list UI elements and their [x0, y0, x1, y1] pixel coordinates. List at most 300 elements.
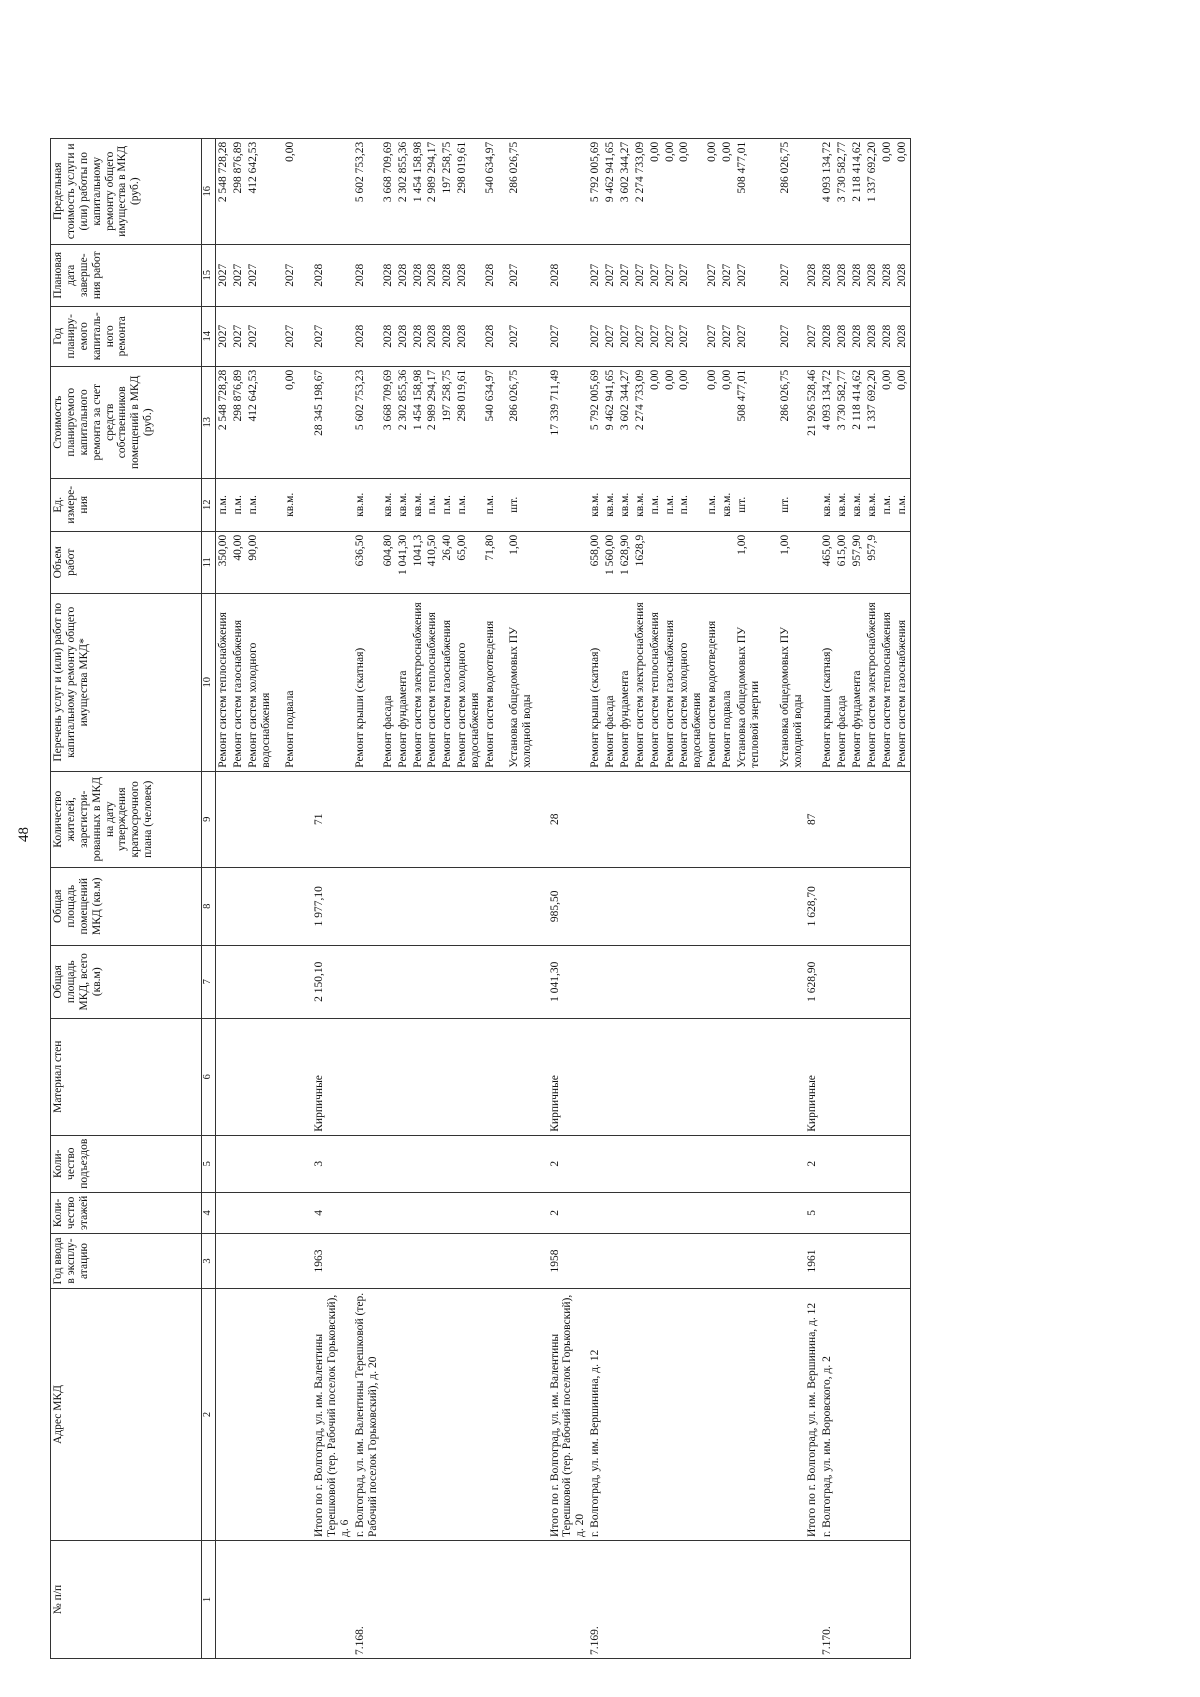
repair-cost: 2 548 728,28 [216, 366, 231, 478]
commission-year [880, 1234, 895, 1289]
repair-year: 2028 [835, 306, 850, 366]
max-cost [297, 138, 353, 244]
residents-count [720, 771, 735, 867]
wall-material [677, 1018, 705, 1135]
wall-material [246, 1018, 274, 1135]
entrances-count [455, 1135, 483, 1192]
unit: шт. [498, 478, 535, 531]
repair-cost: 286 026,75 [763, 366, 806, 478]
table-row [297, 138, 353, 1658]
header-cell: Стоимость планируемого капитального ремонта за счет средств собственников помещений в МКД (руб.) [51, 366, 202, 478]
repair-cost: 0,00 [663, 366, 678, 478]
premises-area [603, 867, 618, 945]
unit: кв.м. [865, 478, 880, 531]
table-row [381, 138, 396, 1658]
unit: п.м. [216, 478, 231, 531]
commission-year [835, 1234, 850, 1289]
commission-year: 1958 [535, 1234, 589, 1289]
row-number [425, 1541, 440, 1659]
repair-year: 2028 [865, 306, 880, 366]
table-row [633, 138, 648, 1658]
total-area [763, 945, 806, 1018]
entrances-count [677, 1135, 705, 1192]
table-row [483, 138, 498, 1658]
row-number [440, 1541, 455, 1659]
entrances-count [440, 1135, 455, 1192]
work-type: Ремонт фундамента [618, 593, 633, 771]
total-area [425, 945, 440, 1018]
repair-cost: 5 792 005,69 [588, 366, 603, 478]
max-cost: 3 730 582,77 [835, 138, 850, 244]
repair-cost: 2 302 855,36 [396, 366, 411, 478]
table-row [246, 138, 274, 1658]
address-cell [231, 1289, 246, 1541]
max-cost: 3 602 344,27 [618, 138, 633, 244]
unit: шт. [763, 478, 806, 531]
max-cost: 0,00 [720, 138, 735, 244]
premises-area [850, 867, 865, 945]
premises-area [483, 867, 498, 945]
entrances-count [735, 1135, 763, 1192]
max-cost: 540 634,97 [483, 138, 498, 244]
premises-area [880, 867, 895, 945]
total-area [720, 945, 735, 1018]
address-cell [880, 1289, 895, 1541]
unit: кв.м. [850, 478, 865, 531]
premises-area [648, 867, 663, 945]
wall-material [231, 1018, 246, 1135]
commission-year: 1961 [805, 1234, 820, 1289]
residents-count [648, 771, 663, 867]
entrances-count [483, 1135, 498, 1192]
completion-date: 2027 [246, 244, 274, 306]
completion-date: 2028 [425, 244, 440, 306]
completion-date: 2027 [735, 244, 763, 306]
max-cost [535, 138, 589, 244]
residents-count [705, 771, 720, 867]
total-area [483, 945, 498, 1018]
completion-date: 2028 [483, 244, 498, 306]
residents-count [588, 771, 603, 867]
work-type [805, 593, 820, 771]
wall-material [663, 1018, 678, 1135]
header-cell: Плановая дата заверше-ния работ [51, 244, 202, 306]
residents-count [440, 771, 455, 867]
work-type: Ремонт систем электроснабжения [865, 593, 880, 771]
table-row [535, 138, 589, 1658]
wall-material [895, 1018, 910, 1135]
premises-area: 1 977,10 [297, 867, 353, 945]
work-type: Ремонт фасада [381, 593, 396, 771]
entrances-count: 2 [535, 1135, 589, 1192]
repair-cost: 17 339 711,49 [535, 366, 589, 478]
wall-material [720, 1018, 735, 1135]
wall-material [705, 1018, 720, 1135]
max-cost: 508 477,01 [735, 138, 763, 244]
unit: п.м. [705, 478, 720, 531]
work-volume: 1041,3 [411, 531, 426, 593]
total-area [455, 945, 483, 1018]
address-cell: г. Волгоград, ул. им. Вершинина, д. 12 [588, 1289, 603, 1541]
completion-date: 2027 [274, 244, 298, 306]
work-type: Установка общедомовых ПУ тепловой энергии [735, 593, 763, 771]
unit: шт. [735, 478, 763, 531]
wall-material [633, 1018, 648, 1135]
total-area [648, 945, 663, 1018]
commission-year [720, 1234, 735, 1289]
address-cell [633, 1289, 648, 1541]
column-number: 1 [202, 1541, 216, 1659]
repair-year: 2027 [720, 306, 735, 366]
premises-area [216, 867, 231, 945]
commission-year [865, 1234, 880, 1289]
wall-material [763, 1018, 806, 1135]
completion-date: 2028 [411, 244, 426, 306]
max-cost: 5 602 753,23 [353, 138, 381, 244]
wall-material: Кирпичные [297, 1018, 353, 1135]
completion-date: 2028 [835, 244, 850, 306]
table-body [216, 138, 911, 1658]
repair-cost: 2 274 733,09 [633, 366, 648, 478]
address-cell [274, 1289, 298, 1541]
premises-area [246, 867, 274, 945]
work-volume: 957,90 [850, 531, 865, 593]
work-volume: 1628,9 [633, 531, 648, 593]
premises-area [820, 867, 835, 945]
entrances-count [663, 1135, 678, 1192]
address-cell [663, 1289, 678, 1541]
repair-cost: 3 602 344,27 [618, 366, 633, 478]
premises-area [663, 867, 678, 945]
wall-material [216, 1018, 231, 1135]
table-row [705, 138, 720, 1658]
completion-date: 2028 [440, 244, 455, 306]
work-type: Ремонт подвала [720, 593, 735, 771]
row-number: 7.170. [820, 1541, 835, 1659]
entrances-count [396, 1135, 411, 1192]
repair-year: 2028 [880, 306, 895, 366]
premises-area [588, 867, 603, 945]
residents-count [820, 771, 835, 867]
wall-material [440, 1018, 455, 1135]
work-type: Ремонт крыши (скатная) [588, 593, 603, 771]
work-volume: 1 041,30 [396, 531, 411, 593]
floors-count: 4 [297, 1192, 353, 1233]
address-cell [895, 1289, 910, 1541]
total-area [396, 945, 411, 1018]
wall-material: Кирпичные [535, 1018, 589, 1135]
row-number [663, 1541, 678, 1659]
row-number [705, 1541, 720, 1659]
max-cost: 0,00 [880, 138, 895, 244]
residents-count [411, 771, 426, 867]
repair-year: 2027 [735, 306, 763, 366]
total-area [735, 945, 763, 1018]
repair-year: 2027 [677, 306, 705, 366]
repair-cost: 298 019,61 [455, 366, 483, 478]
total-area [677, 945, 705, 1018]
repair-year: 2027 [274, 306, 298, 366]
repair-cost: 0,00 [648, 366, 663, 478]
total-area [498, 945, 535, 1018]
max-cost: 298 876,89 [231, 138, 246, 244]
wall-material [735, 1018, 763, 1135]
completion-date: 2027 [705, 244, 720, 306]
commission-year [603, 1234, 618, 1289]
unit: кв.м. [396, 478, 411, 531]
total-area [820, 945, 835, 1018]
unit: кв.м. [411, 478, 426, 531]
work-volume: 1 628,90 [618, 531, 633, 593]
row-number [396, 1541, 411, 1659]
floors-count [820, 1192, 835, 1233]
work-type: Ремонт систем холодного водоснабжения [677, 593, 705, 771]
repair-cost: 3 730 582,77 [835, 366, 850, 478]
completion-date: 2028 [455, 244, 483, 306]
entrances-count [498, 1135, 535, 1192]
repair-cost: 9 462 941,65 [603, 366, 618, 478]
commission-year [633, 1234, 648, 1289]
wall-material [588, 1018, 603, 1135]
completion-date: 2027 [231, 244, 246, 306]
work-type [535, 593, 589, 771]
floors-count [880, 1192, 895, 1233]
max-cost: 9 462 941,65 [603, 138, 618, 244]
premises-area [411, 867, 426, 945]
row-number: 7.169. [588, 1541, 603, 1659]
premises-area [231, 867, 246, 945]
row-number [865, 1541, 880, 1659]
address-cell: Итого по г. Волгоград, ул. им. Валентины Терешковой (тер. Рабочий поселок Горьковский), д. 6 [297, 1289, 353, 1541]
table-row [805, 138, 820, 1658]
column-number: 6 [202, 1018, 216, 1135]
work-volume: 957,9 [865, 531, 880, 593]
floors-count [274, 1192, 298, 1233]
work-volume [805, 531, 820, 593]
residents-count [677, 771, 705, 867]
total-area [216, 945, 231, 1018]
premises-area [633, 867, 648, 945]
column-number: 9 [202, 771, 216, 867]
header-cell: Общая площадь МКД, всего (кв.м) [51, 945, 202, 1018]
table-row [231, 138, 246, 1658]
total-area [353, 945, 381, 1018]
floors-count [353, 1192, 381, 1233]
residents-count [663, 771, 678, 867]
completion-date: 2028 [535, 244, 589, 306]
wall-material [396, 1018, 411, 1135]
residents-count [246, 771, 274, 867]
premises-area [455, 867, 483, 945]
unit: кв.м. [618, 478, 633, 531]
table-row [425, 138, 440, 1658]
table-row [588, 138, 603, 1658]
table-row [396, 138, 411, 1658]
entrances-count [603, 1135, 618, 1192]
completion-date: 2027 [603, 244, 618, 306]
entrances-count [865, 1135, 880, 1192]
commission-year: 1963 [297, 1234, 353, 1289]
table-row [216, 138, 231, 1658]
repair-year: 2027 [648, 306, 663, 366]
completion-date: 2028 [353, 244, 381, 306]
repair-year: 2027 [705, 306, 720, 366]
work-volume: 658,00 [588, 531, 603, 593]
max-cost: 5 792 005,69 [588, 138, 603, 244]
floors-count [455, 1192, 483, 1233]
table-row [895, 138, 910, 1658]
work-volume: 1,00 [763, 531, 806, 593]
residents-count [216, 771, 231, 867]
work-volume: 1,00 [498, 531, 535, 593]
work-type: Ремонт систем теплоснабжения [216, 593, 231, 771]
header-cell: Объем работ [51, 531, 202, 593]
premises-area [498, 867, 535, 945]
repair-year: 2027 [297, 306, 353, 366]
entrances-count [648, 1135, 663, 1192]
column-number: 16 [202, 138, 216, 244]
floors-count [381, 1192, 396, 1233]
residents-count [880, 771, 895, 867]
repair-year: 2027 [246, 306, 274, 366]
address-cell [498, 1289, 535, 1541]
repair-cost: 2 989 294,17 [425, 366, 440, 478]
max-cost: 2 118 414,62 [850, 138, 865, 244]
work-volume: 350,00 [216, 531, 231, 593]
wall-material [381, 1018, 396, 1135]
header-cell: Количество жителей, зарегистри-рованных в МКД на дату утверждения краткосрочного плана (человек) [51, 771, 202, 867]
table-row [720, 138, 735, 1658]
header-cell: Общая площадь помещений МКД (кв.м) [51, 867, 202, 945]
max-cost: 2 548 728,28 [216, 138, 231, 244]
premises-area [396, 867, 411, 945]
header-cell: Год ввода в эксплу-атацию [51, 1234, 202, 1289]
max-cost: 4 093 134,72 [820, 138, 835, 244]
wall-material [603, 1018, 618, 1135]
unit [535, 478, 589, 531]
completion-date: 2028 [805, 244, 820, 306]
repair-cost: 4 093 134,72 [820, 366, 835, 478]
header-row [51, 138, 202, 1658]
row-number [850, 1541, 865, 1659]
premises-area [835, 867, 850, 945]
entrances-count [425, 1135, 440, 1192]
repair-cost: 5 602 753,23 [353, 366, 381, 478]
repair-cost: 540 634,97 [483, 366, 498, 478]
wall-material [880, 1018, 895, 1135]
address-cell [440, 1289, 455, 1541]
address-cell [381, 1289, 396, 1541]
unit: п.м. [895, 478, 910, 531]
max-cost: 1 337 692,20 [865, 138, 880, 244]
entrances-count [850, 1135, 865, 1192]
floors-count [231, 1192, 246, 1233]
unit: п.м. [648, 478, 663, 531]
column-number: 10 [202, 593, 216, 771]
unit [297, 478, 353, 531]
work-type: Ремонт систем холодного водоснабжения [455, 593, 483, 771]
residents-count: 28 [535, 771, 589, 867]
commission-year [274, 1234, 298, 1289]
repair-cost: 1 454 158,98 [411, 366, 426, 478]
work-type: Ремонт крыши (скатная) [820, 593, 835, 771]
row-number [231, 1541, 246, 1659]
repair-year: 2028 [353, 306, 381, 366]
max-cost: 2 274 733,09 [633, 138, 648, 244]
repair-year: 2028 [455, 306, 483, 366]
row-number [835, 1541, 850, 1659]
work-type: Ремонт систем теплоснабжения [880, 593, 895, 771]
column-number: 15 [202, 244, 216, 306]
table-row [618, 138, 633, 1658]
table-row [455, 138, 483, 1658]
address-cell [705, 1289, 720, 1541]
residents-count [274, 771, 298, 867]
unit: кв.м. [820, 478, 835, 531]
work-type: Установка общедомовых ПУ холодной воды [763, 593, 806, 771]
max-cost: 0,00 [677, 138, 705, 244]
floors-count [835, 1192, 850, 1233]
wall-material [618, 1018, 633, 1135]
premises-area [763, 867, 806, 945]
floors-count [411, 1192, 426, 1233]
residents-count [865, 771, 880, 867]
commission-year [246, 1234, 274, 1289]
premises-area [381, 867, 396, 945]
row-number [735, 1541, 763, 1659]
commission-year [216, 1234, 231, 1289]
unit: кв.м. [381, 478, 396, 531]
residents-count [603, 771, 618, 867]
residents-count [633, 771, 648, 867]
entrances-count: 2 [805, 1135, 820, 1192]
column-number: 7 [202, 945, 216, 1018]
repair-year: 2028 [381, 306, 396, 366]
repair-year: 2028 [820, 306, 835, 366]
address-cell [763, 1289, 806, 1541]
row-number [618, 1541, 633, 1659]
commission-year [588, 1234, 603, 1289]
floors-count [498, 1192, 535, 1233]
unit: кв.м. [603, 478, 618, 531]
repair-cost: 298 876,89 [231, 366, 246, 478]
work-type: Ремонт систем газоснабжения [663, 593, 678, 771]
table-row [440, 138, 455, 1658]
commission-year [705, 1234, 720, 1289]
completion-date: 2027 [498, 244, 535, 306]
entrances-count [763, 1135, 806, 1192]
completion-date: 2027 [763, 244, 806, 306]
address-cell [720, 1289, 735, 1541]
floors-count [603, 1192, 618, 1233]
work-volume: 1,00 [735, 531, 763, 593]
wall-material [274, 1018, 298, 1135]
completion-date: 2028 [396, 244, 411, 306]
repair-year: 2027 [805, 306, 820, 366]
residents-count: 87 [805, 771, 820, 867]
table-row [835, 138, 850, 1658]
work-type: Ремонт крыши (скатная) [353, 593, 381, 771]
commission-year [353, 1234, 381, 1289]
work-volume: 90,00 [246, 531, 274, 593]
address-cell: Итого по г. Волгоград, ул. им. Вершинина, д. 12 [805, 1289, 820, 1541]
floors-count: 2 [535, 1192, 589, 1233]
repair-cost: 3 668 709,69 [381, 366, 396, 478]
entrances-count [618, 1135, 633, 1192]
floors-count [483, 1192, 498, 1233]
work-volume [720, 531, 735, 593]
entrances-count [820, 1135, 835, 1192]
